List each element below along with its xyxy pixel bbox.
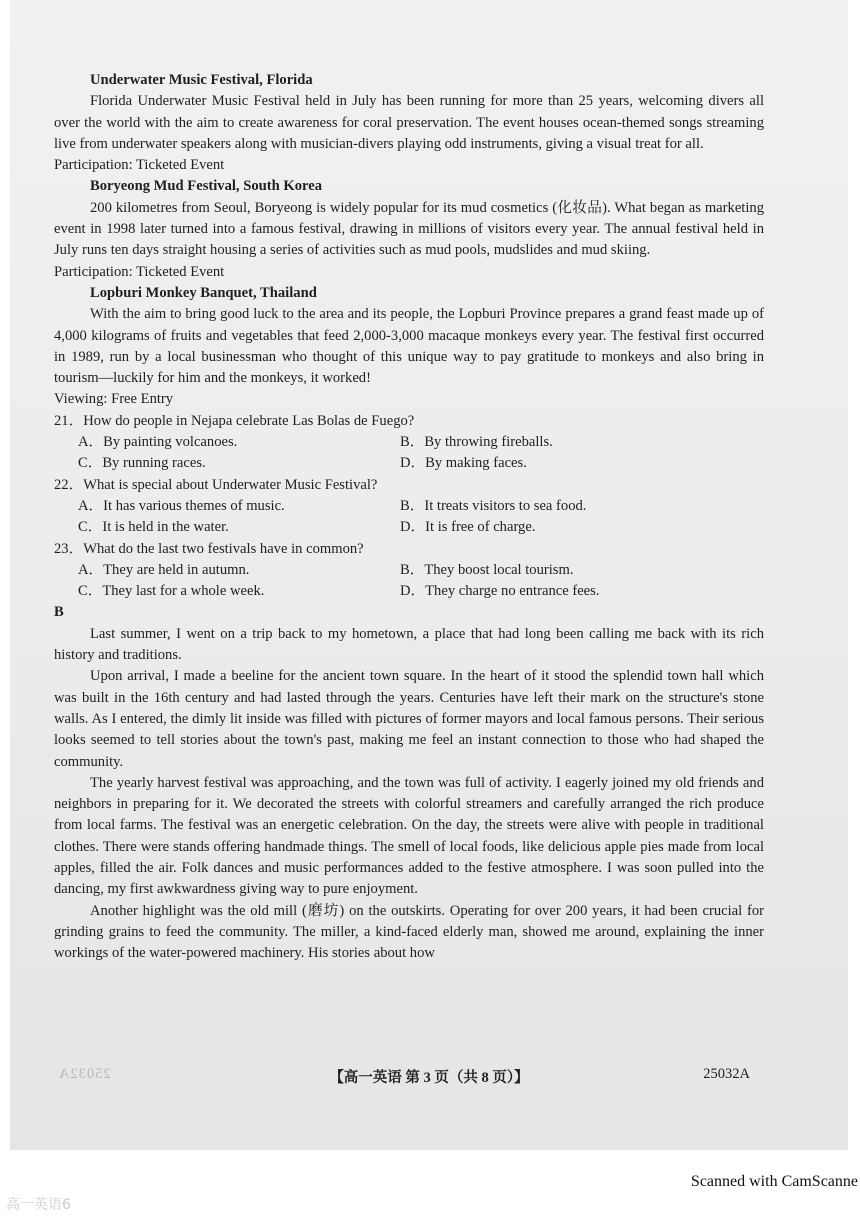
section-label: B — [54, 604, 64, 621]
option-d: D．By making faces. — [400, 455, 527, 472]
option-d: D．They charge no entrance fees. — [400, 583, 600, 600]
festival-title: Boryeong Mud Festival, South Korea — [90, 178, 323, 195]
option-c: C．They last for a whole week. — [78, 583, 265, 600]
option-d: D．It is free of charge. — [400, 519, 536, 536]
exam-code: 25032A — [703, 1066, 750, 1082]
festival-monkey — [54, 283, 764, 411]
option-b: B．They boost local tourism. — [400, 561, 574, 578]
scanner-watermark: Scanned with CamScanne — [690, 1173, 858, 1190]
page-content — [54, 70, 764, 964]
file-label: 高一英语6 — [6, 1197, 71, 1213]
passage-paragraph: Another highlight was the old mill (磨坊) on the outskirts. Operating for over 200 years, it had been crucial for grinding grains to feed the community. The miller, a kind-faced elderly man, showed me around, explaining the inner workings of the water-powered machinery. His stories about how — [54, 902, 764, 962]
festival-meta: Viewing: Free Entry — [54, 391, 174, 408]
question-stem: 23．What do the last two festivals have in common? — [54, 540, 364, 557]
festival-meta: Participation: Ticketed Event — [54, 157, 225, 174]
festival-title: Underwater Music Festival, Florida — [90, 72, 313, 88]
option-group — [54, 560, 764, 603]
question-stem: 21．How do people in Nejapa celebrate Las Bolas de Fuego? — [54, 412, 415, 429]
option-c: C．By running races. — [78, 455, 206, 472]
option-b: B．By throwing fireballs. — [400, 434, 553, 451]
passage-paragraph: Last summer, I went on a trip back to my hometown, a place that had long been calling me back with its rich history and traditions. — [54, 625, 764, 664]
festival-body: With the aim to bring good luck to the area and its people, the Lopburi Province prepares a grand feast made up of 4,000 kilograms of fruits and vegetables that feed 2,000-3,000 macaque monkeys every year. The festival first occurred in 1989, run by a local businessman who thought of this unique way to pay gratitude to monkeys and also bring in tourism—luckily for him and the monkeys, it worked! — [54, 306, 764, 387]
festival-underwater — [54, 70, 764, 176]
festival-title: Lopburi Monkey Banquet, Thailand — [90, 284, 317, 301]
option-group — [54, 432, 764, 475]
option-a: A．They are held in autumn. — [78, 561, 250, 578]
option-group — [54, 496, 764, 539]
passage-paragraph: The yearly harvest festival was approaching, and the town was full of activity. I eagerly joined my old friends and neighbors in preparing for it. We decorated the streets with colorful streamers and carefully arranged the rich produce from local farms. The festival was an energetic celebration. On the day, the streets were alive with people in traditional clothes. There were stands offering handmade things. The smell of local foods, like delicious apple pies made from local apples, filled the air. Folk dances and music performances added to the festive atmosphere. I was soon pulled into the dancing, my first awkwardness giving way to pure enjoyment. — [54, 774, 764, 898]
festival-body: 200 kilometres from Seoul, Boryeong is widely popular for its mud cosmetics (化妆品). What began as marketing event in 1998 later turned into a famous festival, drawing in millions of visitors every year. The annual festival held in July runs ten days straight housing a series of activities such as mud pools, mudslides and mud skiing. — [54, 199, 764, 259]
option-a: A．It has various themes of music. — [78, 497, 285, 514]
passage-paragraph: Upon arrival, I made a beeline for the ancient town square. In the heart of it stood the splendid town hall which was built in the 16th century and had lasted through the years. Centuries have left their mark on the structure's stone walls. As I entered, the dimly lit inside was filled with pictures of former mayors and local famous persons. Their serious looks seemed to tell stories about the town's past, making me feel an instant connection to those who had shaped the community. — [54, 668, 764, 770]
question-21 — [54, 411, 764, 475]
question-23 — [54, 539, 764, 603]
festival-body: Florida Underwater Music Festival held in July has been running for more than 25 years, welcoming divers all over the world with the aim to create awareness for coral preservation. The event houses ocean-themed songs streaming live from underwater speakers along with musician-divers playing odd instruments, giving a visual treat for all. — [54, 93, 764, 152]
scanned-page — [10, 0, 848, 1150]
option-c: C．It is held in the water. — [78, 519, 229, 536]
mirrored-code: 25032A — [58, 1066, 111, 1082]
option-a: A．By painting volcanoes. — [78, 434, 238, 451]
festival-mud — [54, 176, 764, 282]
option-b: B．It treats visitors to sea food. — [400, 497, 587, 514]
question-stem: 22．What is special about Underwater Music Festival? — [54, 476, 378, 493]
question-22 — [54, 475, 764, 539]
festival-meta: Participation: Ticketed Event — [54, 263, 225, 280]
page-number: 【高一英语 第 3 页（共 8 页）】 — [329, 1070, 529, 1086]
